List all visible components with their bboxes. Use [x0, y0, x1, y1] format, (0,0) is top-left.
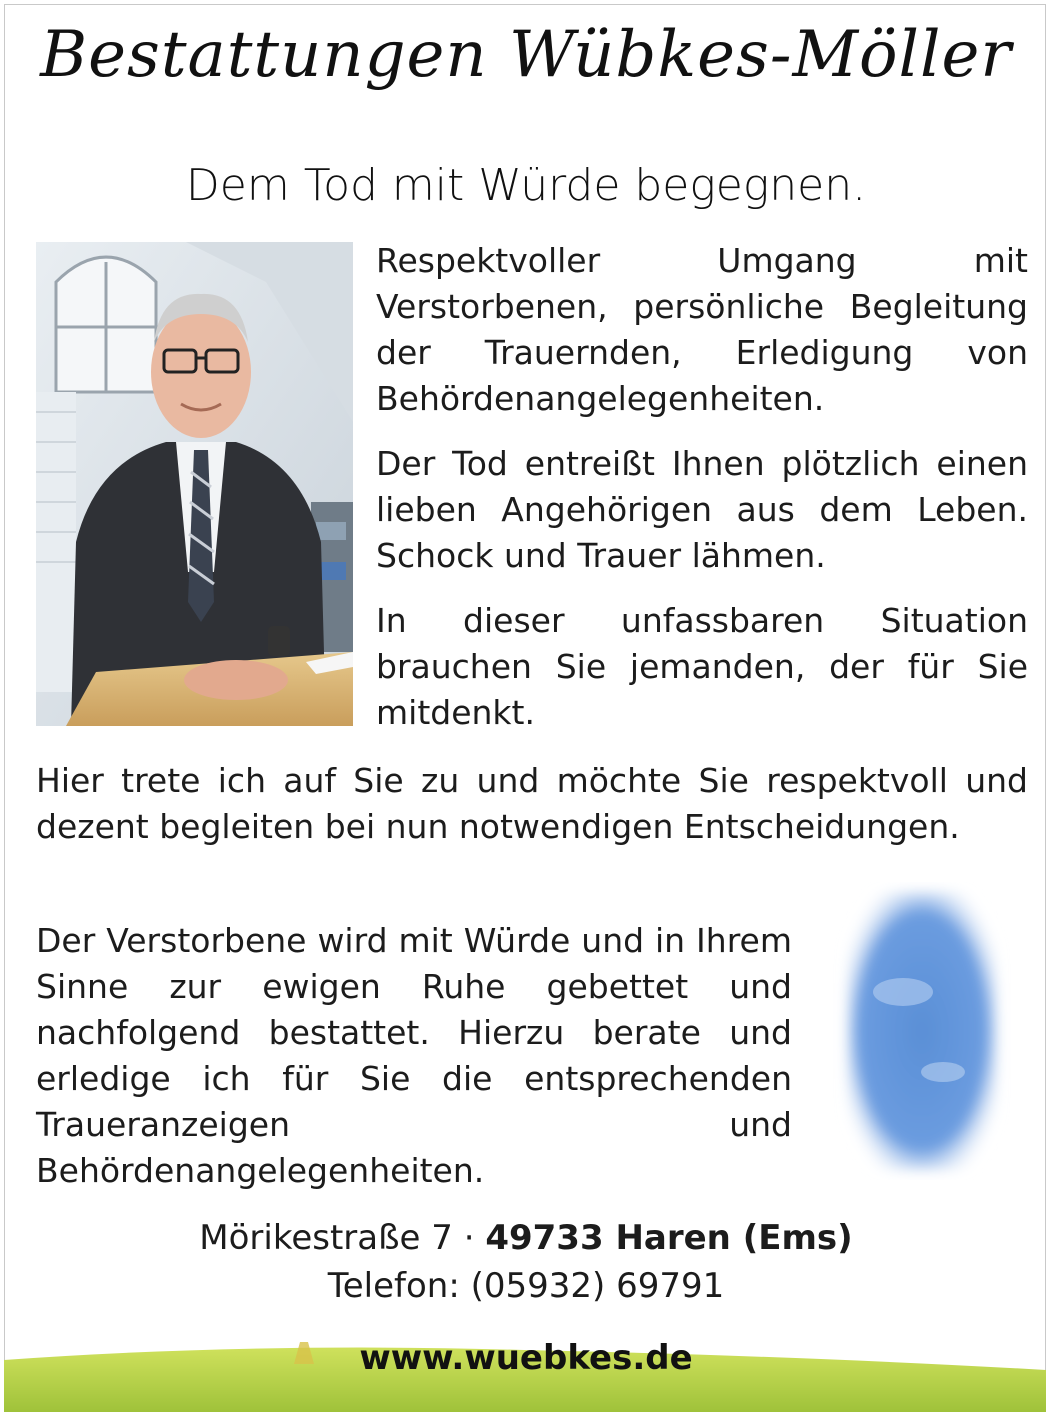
intro-paragraph: Respektvoller Umgang mit Verstorbenen, persönliche Begleitung der Trauernden, Erledigung von Behördenangelegenheiten. [376, 241, 1028, 418]
address-separator: · [452, 1218, 486, 1258]
website-link[interactable]: www.wuebkes.de [359, 1338, 693, 1378]
street-address: Mörikestraße 7 [199, 1218, 453, 1258]
approach-paragraph: Hier trete ich auf Sie zu und möchte Sie respektvoll und dezent begleiten bei nun notwendigen Entscheidungen. [36, 761, 1028, 846]
tagline: Dem Tod mit Würde begegnen. [185, 160, 867, 211]
city-address: 49733 Haren (Ems) [485, 1218, 853, 1258]
loss-paragraph: Der Tod entreißt Ihnen plötzlich einen lieben Angehörigen aus dem Leben. Schock und Trauer lähmen. [376, 444, 1028, 575]
support-paragraph: In dieser unfassbaren Situation brauchen Sie jemanden, der für Sie mitdenkt. [376, 601, 1028, 732]
phone-number: Telefon: (05932) 69791 [327, 1266, 725, 1306]
portrait-photo [36, 242, 353, 726]
sky-image [833, 882, 1011, 1180]
services-paragraph: Der Verstorbene wird mit Würde und in Ihrem Sinne zur ewigen Ruhe gebettet und nachfolgend bestattet. Hierzu berate und erledige ich für Sie die entsprechenden Traueranzeigen und Behördenangelegenheiten. [36, 921, 792, 1190]
address-line [0, 1218, 1052, 1258]
brand-name: Bestattungen Wübkes-Möller [40, 18, 1012, 92]
